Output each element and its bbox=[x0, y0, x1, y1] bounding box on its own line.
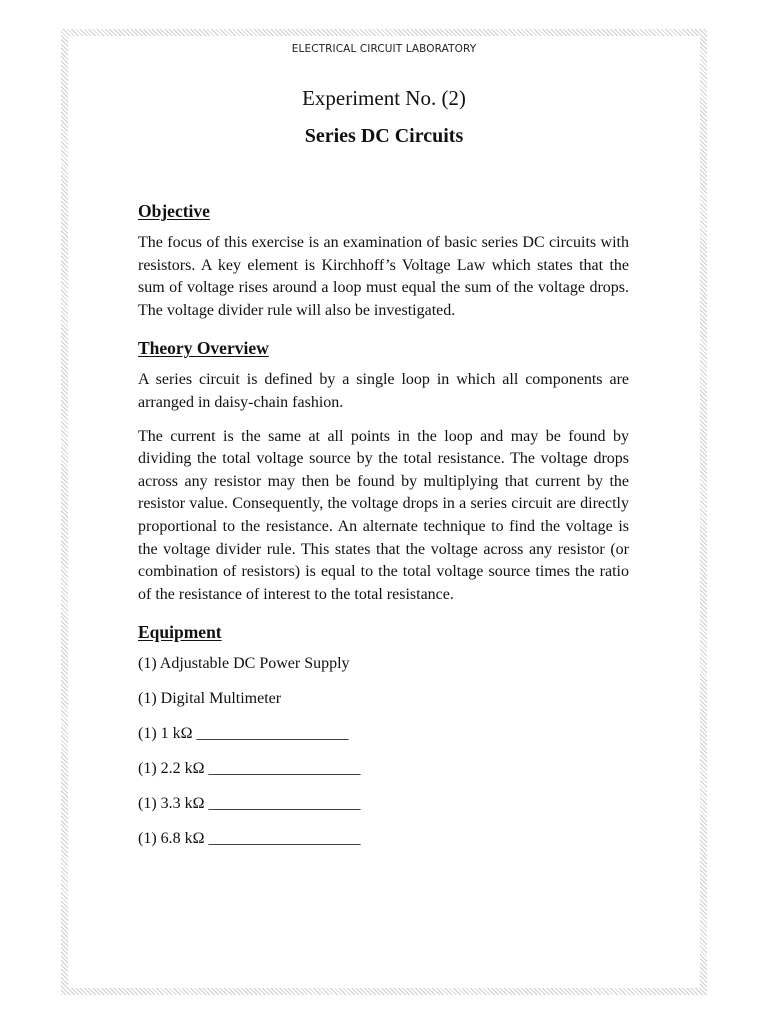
theory-heading: Theory Overview bbox=[138, 338, 269, 359]
theory-paragraph-2: The current is the same at all points in the loop and may be found by dividing the total voltage source by the total resistance. The voltage drops across any resistor may then be found by multiplying that current by the resistor value. Consequently, the voltage drops in a series circuit are directly proportional to the resistance. An alternate technique to find the voltage is the voltage divider rule. This states that the voltage across any resistor (or combination of resistors) is equal to the total voltage source times the ratio of the resistance of interest to the total resistance. bbox=[138, 427, 629, 603]
equipment-item-resistor-1k: (1) 1 kΩ ___________________ bbox=[138, 725, 349, 743]
equipment-item-multimeter: (1) Digital Multimeter bbox=[138, 690, 282, 708]
equipment-item-resistor-6-8k: (1) 6.8 kΩ ___________________ bbox=[138, 830, 361, 848]
experiment-number: Experiment No. (2) bbox=[302, 86, 466, 110]
equipment-item-power-supply: (1) Adjustable DC Power Supply bbox=[138, 655, 350, 673]
equipment-item-resistor-2-2k: (1) 2.2 kΩ ___________________ bbox=[138, 760, 361, 778]
objective-paragraph: The focus of this exercise is an examination of basic series DC circuits with resistors. A key element is Kirchhoff’s Voltage Law which states that the sum of voltage rises around a loop must equal the sum of the voltage drops. The voltage divider rule will also be investigated. bbox=[138, 234, 629, 319]
theory-paragraph-1: A series circuit is defined by a single loop in which all components are arranged in daisy-chain fashion. bbox=[138, 371, 629, 411]
document-body bbox=[138, 199, 629, 863]
experiment-title: Series DC Circuits bbox=[304, 125, 464, 147]
objective-heading: Objective bbox=[138, 201, 210, 221]
equipment-item-resistor-3-3k: (1) 3.3 kΩ ___________________ bbox=[138, 795, 361, 813]
running-header: ELECTRICAL CIRCUIT LABORATORY bbox=[291, 43, 477, 55]
equipment-heading: Equipment bbox=[138, 622, 222, 643]
